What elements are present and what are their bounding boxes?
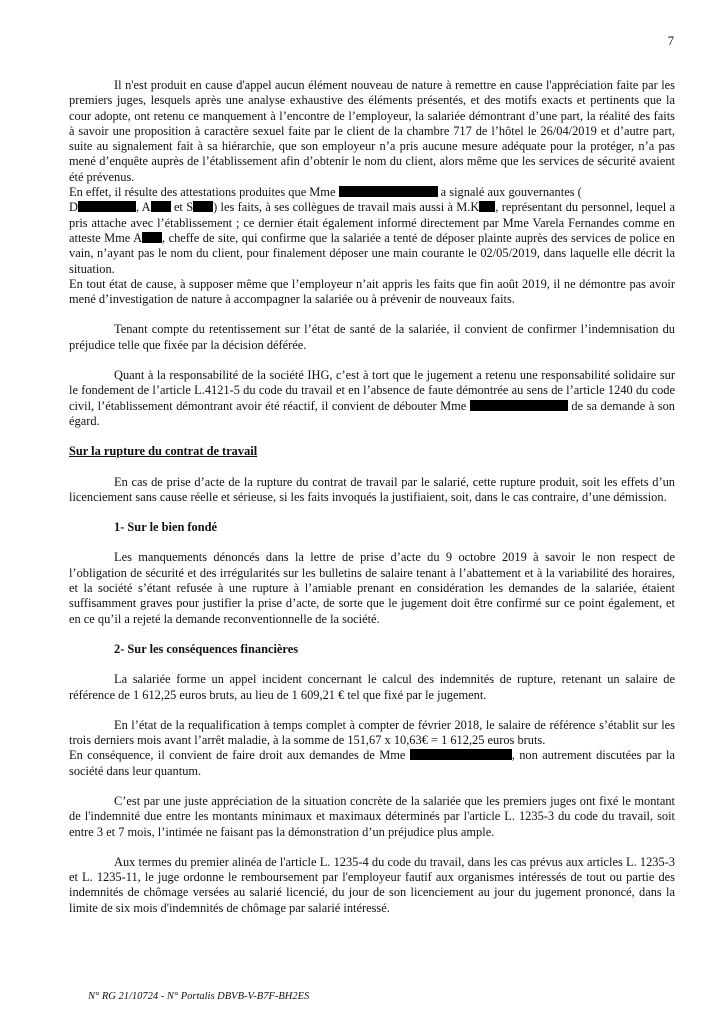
paragraph-consequence: [69, 748, 675, 779]
redacted-name: [410, 749, 512, 760]
redacted-name: [479, 201, 495, 212]
paragraph-requalification: En l’état de la requalification à temps complet à compter de février 2018, le salaire de référence s’établit sur les trois derniers mois avant l’arrêt maladie, à la somme de 151,67 x 10,63€ = 1 612,25 euros bruts.: [69, 717, 675, 748]
paragraph-ihg-responsibility: [69, 368, 675, 429]
footer-reference: N° RG 21/10724 - N° Portalis DBVB-V-B7F-BH2ES: [88, 991, 310, 1002]
text-segment: D: [69, 200, 78, 215]
paragraph-attestations: [69, 185, 675, 277]
text-segment: , cheffe de site, qui confirme que la salariée a tenté de déposer plainte auprès des services de police en vain, n’ayant pas le nom du client, pour finalement déposer une main courante le 02/05/2019, dans laquelle elle décrit la situation.: [69, 230, 675, 276]
text-segment: En effet, il résulte des attestations produites que Mme: [69, 185, 336, 200]
paragraph-employer-investigation: En tout état de cause, à supposer même que l’employeur n’ait appris les faits que fin août 2019, il ne démontre pas avoir mené d’investigation de nature à accompagner la salariée ou à prévenir de nouveaux faits.: [69, 276, 675, 307]
text-segment: , non autrement discutées par la société dans leur quantum.: [69, 748, 675, 778]
paragraph-remboursement: Aux termes du premier alinéa de l'article L. 1235-4 du code du travail, dans les cas prévus aux articles L. 1235-3 et L. 1235-11, le juge ordonne le remboursement par l'employeur fautif aux organismes intéressés de tout ou partie des indemnités de chômage versées au salarié licencié, du jour de son licenciement au jour du jugement prononcé, dans la limite de six mois d'indemnités de chômage par salarié intéressé.: [69, 854, 675, 915]
redacted-name: [339, 186, 438, 197]
subheading-consequences: 2- Sur les conséquences financières: [114, 641, 299, 656]
document-body: [69, 78, 675, 916]
text-segment: , A: [135, 200, 151, 215]
paragraph-appel-incident: La salariée forme un appel incident concernant le calcul des indemnités de rupture, retenant un salaire de référence de 1 612,25 euros bruts, au lieu de 1 609,21 € tel que fixé par le jugement.: [69, 672, 675, 702]
redacted-name: [193, 201, 213, 212]
redacted-name: [470, 400, 568, 411]
paragraph-health-impact: Tenant compte du retentissement sur l’état de santé de la salariée, il convient de confirmer l’indemnisation du préjudice telle que fixée par la décision déférée.: [69, 322, 675, 352]
paragraph-no-new-evidence: Il n'est produit en cause d'appel aucun élément nouveau de nature à remettre en cause l'appréciation faite par les premiers juges, lesquels après une analyse exhaustive des éléments présentés, et des motifs exacts et pertinents que la cour adopte, ont retenu ce manquement à l’encontre de l’employeur, la salariée démontrant d’une part, la réalité des faits à savoir une proposition à caractère sexuel faite par le client de la chambre 717 de l’hôtel le 26/04/2019 et d’autre part, suite au signalement fait à sa hiérarchie, que son employeur n’a pris aucune mesure adéquate pour la protéger, n’a pas mené d’enquête auprès de l’établissement afin d’obtenir le nom du client, alors même que les services de sécurité avaient été prévenus.: [69, 78, 675, 184]
redacted-name: [78, 201, 136, 212]
text-segment: En conséquence, il convient de faire droit aux demandes de Mme: [69, 748, 406, 763]
text-segment: Quant à la responsabilité de la société IHG, c’est à tort que le jugement a retenu une responsabilité solidaire sur le fondement de l’article L.4121-5 du code du travail et en l’absence de faute démontrée au sens de l’article 1240 du code civil, l’établissement démontrant avoir été réactif, il convient de débouter Mme: [69, 368, 675, 413]
redacted-name: [151, 201, 171, 212]
text-segment: ) les faits, à ses collègues de travail mais aussi à M.K: [213, 200, 480, 215]
paragraph-prise-acte: En cas de prise d’acte de la rupture du contrat de travail par le salarié, cette rupture produit, soit les effets d’un licenciement sans cause réelle et sérieuse, si les faits invoqués la justifiaient, soit, dans le cas contraire, d’une démission.: [69, 474, 675, 504]
text-segment: a signalé aux gouvernantes (: [440, 185, 582, 200]
redacted-name: [142, 232, 162, 243]
paragraph-indemnite: C’est par une juste appréciation de la situation concrète de la salariée que les premiers juges ont fixé le montant de l'indemnité due entre les montants minimaux et maximaux déterminés par l'article L. 1235-3 du code du travail, soit entre 3 et 7 mois, l’intimée ne faisant pas la démonstration d’un préjudice plus ample.: [69, 793, 675, 839]
text-segment: et S: [173, 200, 194, 215]
subheading-bien-fonde: 1- Sur le bien fondé: [114, 520, 218, 535]
page-number: 7: [667, 34, 674, 48]
paragraph-manquements: Les manquements dénoncés dans la lettre de prise d’acte du 9 octobre 2019 à savoir le non respect de l’obligation de sécurité et des irrégularités sur les bulletins de salaire tenant à l’abattement et à la variabilité des horaires, et la société s’étant refusée à une rupture à l’amiable prenant en considération les demandes de la salariée, étaient suffisamment graves pour justifier la prise d’acte, de sorte que le jugement doit être confirmé sur ce point également, et en ce qu’il a rejeté la demande reconventionnelle de la société.: [69, 550, 675, 626]
text-segment: , représentant du personnel, lequel a pris attache avec l’établissement ; ce dernier était également informé directement par Mme Varela Fernandes comme en atteste Mme A: [69, 200, 675, 245]
section-heading-rupture: Sur la rupture du contrat de travail: [69, 444, 258, 459]
text-segment: de sa demande à son égard.: [69, 398, 676, 428]
